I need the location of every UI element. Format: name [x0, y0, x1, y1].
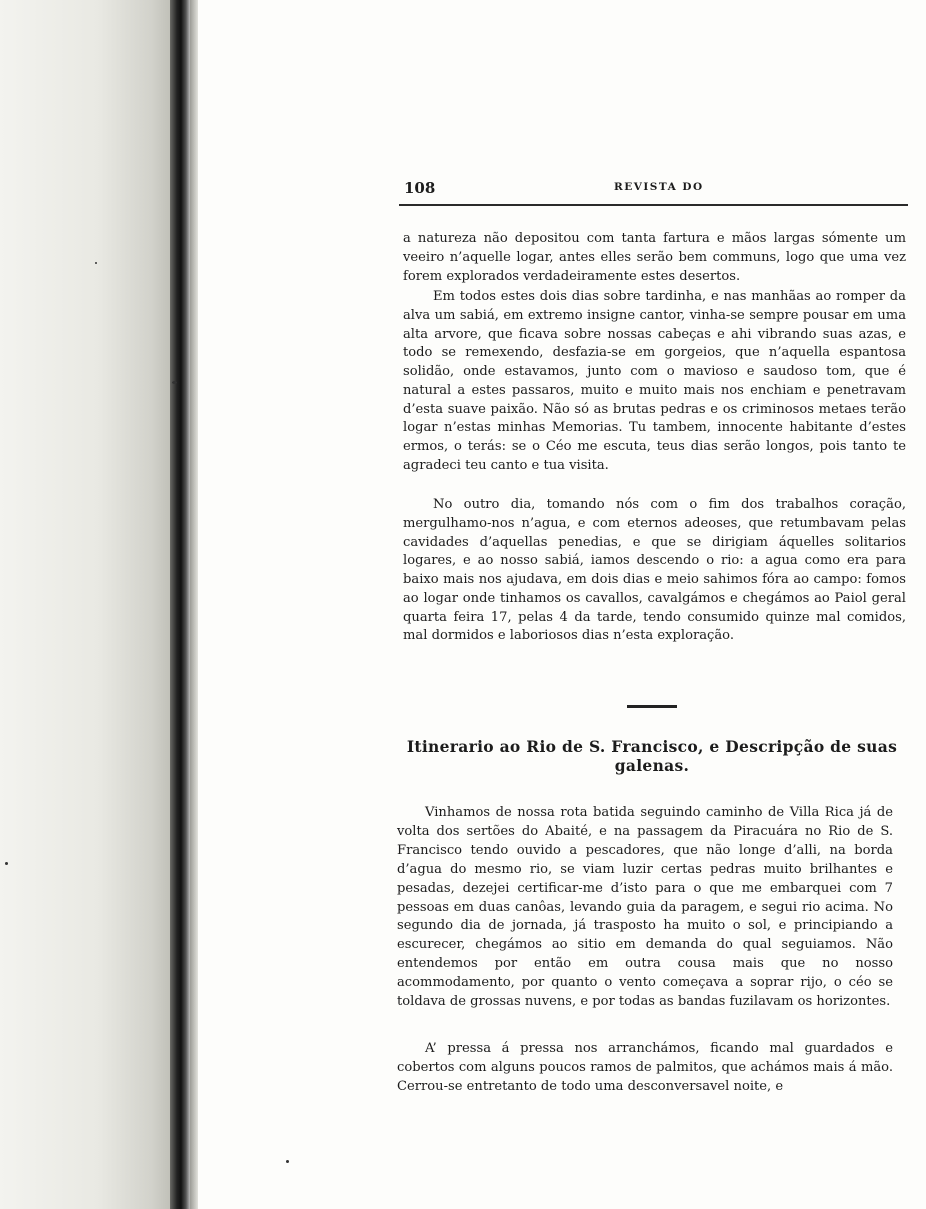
page-number: 108 [404, 179, 436, 197]
paragraph-sabia: Em todos estes dois dias sobre tardinha, e nas manhãas ao romper da alva um sabiá, em extremo insigne cantor, vinha-se sempre pousar em uma alta arvore, que ficava sobre nossas cabeças e ahi vibrando suas azas, e todo se remexendo, desfazia-se em gorgeios, que n’aquella espantosa solidão, onde estavamos, junto com o mavioso e saudoso tom, que é natural a estes passaros, muito e muito mais nos enchiam e penetravam d’esta suave paixão. Não só as brutas pedras e os criminosos metaes terão logar n’estas minhas Memorias. Tu tambem, innocente habitante d’estes ermos, o terás: se o Céo me escuta, teus dias serão longos, pois tanto te agradeci teu canto e tua visita. [403, 289, 906, 473]
section-title: Itinerario ao Rio de S. Francisco, e Descripção de suas galenas. [406, 737, 898, 775]
header-rule [399, 204, 908, 206]
page-header [404, 179, 907, 197]
paragraph-return: No outro dia, tomando nós com o fim dos trabalhos coração, mergulhamo-nos n’agua, e com eternos adeoses, que retumbavam pelas cavidades d’aquellas penedias, e que se dirigiam áquelles solitarios logares, e ao nosso sabiá, iamos descendo o rio: a agua como era para baixo mais nos ajudava, em dois dias e meio sahimos fóra ao campo: fomos ao logar onde tinhamos os cavallos, cavalgámos e chegámos ao Paiol geral quarta feira 17, pelas 4 da tarde, tendo consumido quinze mal comidos, mal dormidos e laboriosos dias n’esta exploração. [403, 497, 906, 644]
dust-speck [286, 1160, 289, 1163]
book-gutter [0, 0, 200, 1209]
section-paragraph-1: Vinhamos de nossa rota batida seguindo caminho de Villa Rica já de volta dos sertões do Abaité, e na passagem da Piracuára no Rio de S. Francisco tendo ouvido a pescadores, que não longe d’alli, na borda d’agua do mesmo rio, se viam luzir certas pedras muito brilhantes e pesadas, dezejei certificar-me d’isto para o que me embarquei com 7 pessoas em duas canôas, levando guia da paragem, e segui rio acima. No segundo dia de jornada, já trasposto ha muito o sol, e principiando a escurecer, chegámos ao sitio em demanda do qual seguiamos. Não entendemos por então em outra cousa mais que no nosso acommodamento, por quanto o vento começava a soprar rijo, o céo se toldava de grossas nuvens, e por todas as bandas fuzilavam os horizontes. [397, 805, 893, 1010]
dust-speck [95, 262, 97, 264]
gutter-shadow [0, 0, 178, 1209]
page-edge [190, 0, 198, 1209]
section-separator [627, 705, 677, 708]
paragraph-continued: a natureza não depositou com tanta fartura e mãos largas sómente um veeiro n’aquelle logar, antes elles serão bem communs, logo que uma vez forem explorados verdadeiramente estes desertos. [403, 231, 906, 284]
running-head: REVISTA DO [614, 181, 704, 193]
section-paragraph-2: A’ pressa á pressa nos arranchámos, ficando mal guardados e cobertos com alguns poucos ramos de palmitos, que achámos mais á mão. Cerrou-se entretanto de todo uma desconversavel noite, e [397, 1041, 893, 1094]
binding-spine [170, 0, 190, 1209]
dust-speck [172, 381, 177, 384]
dust-speck [5, 862, 8, 865]
